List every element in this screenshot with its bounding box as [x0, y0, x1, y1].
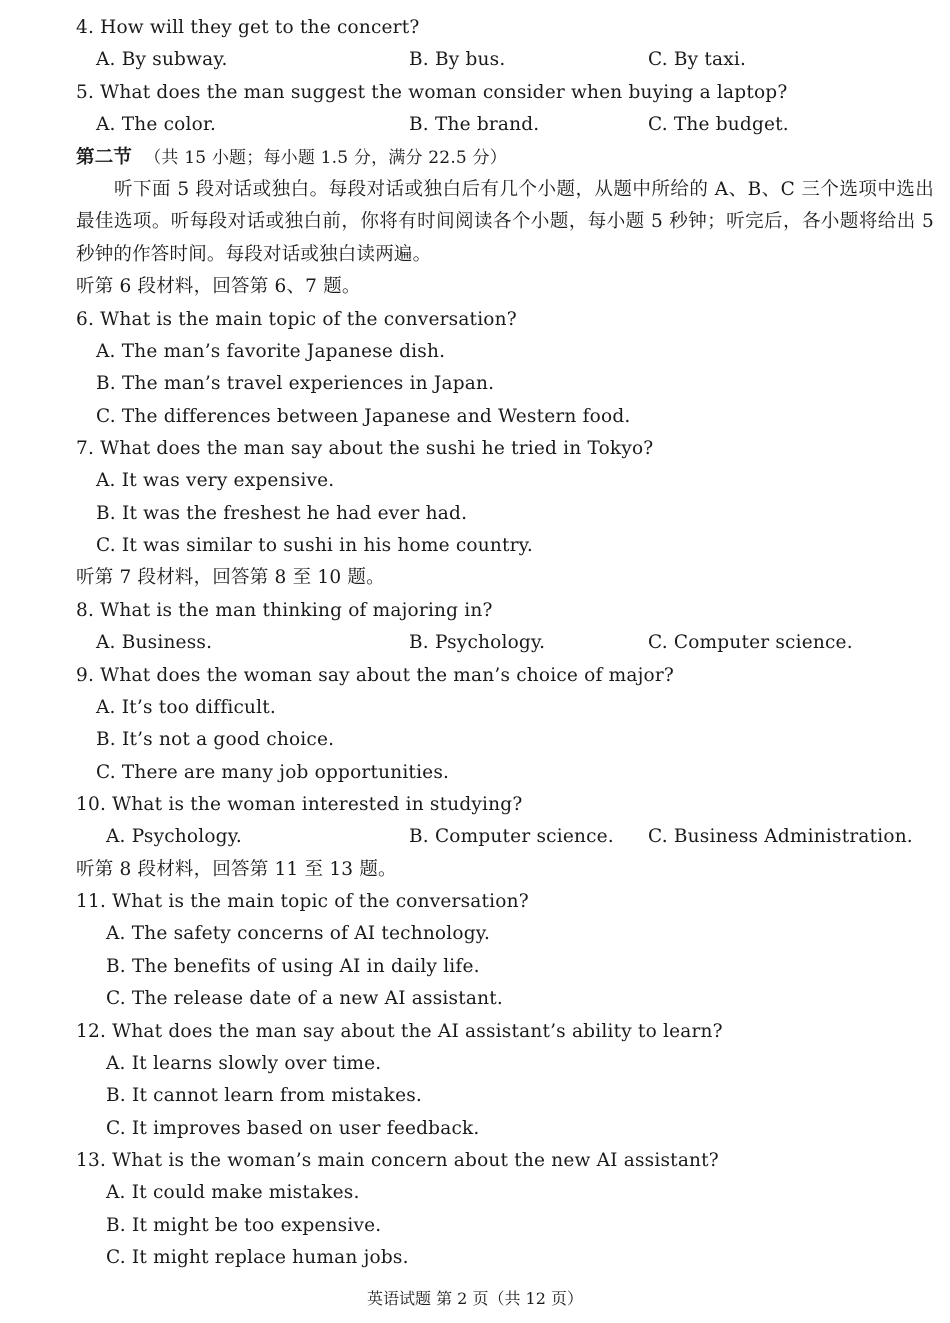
question-9-option-b: B. It’s not a good choice.	[96, 729, 335, 750]
question-7-option-c: C. It was similar to sushi in his home country.	[96, 535, 533, 556]
question-11-option-c: C. The release date of a new AI assistant.	[106, 988, 503, 1009]
question-7-stem: 7. What does the man say about the sushi he tried in Tokyo?	[76, 438, 654, 459]
question-7-option-b: B. It was the freshest he had ever had.	[96, 503, 468, 524]
question-11-option-b: B. The benefits of using AI in daily life.	[106, 956, 480, 977]
question-9-stem: 9. What does the woman say about the man’s choice of major?	[76, 665, 675, 686]
question-12-option-a: A. It learns slowly over time.	[106, 1053, 382, 1074]
question-13-stem: 13. What is the woman’s main concern about the new AI assistant?	[76, 1150, 719, 1171]
question-13-option-c: C. It might replace human jobs.	[106, 1247, 409, 1268]
section-2-instructions: 听下面 5 段对话或独白。每段对话或独白后有几个小题，从题中所给的 A、B、C 三个选项中选出最佳选项。听每段对话或独白前，你将有时间阅读各个小题，每小题 5 秒钟；听完后，各小题将给出 5 秒钟的作答时间。每段对话或独白读两遍。	[76, 179, 934, 265]
question-6-stem: 6. What is the main topic of the conversation?	[76, 309, 517, 330]
question-7-option-a: A. It was very expensive.	[96, 470, 335, 491]
section-2-heading	[76, 146, 507, 170]
material-8-intro: 听第 8 段材料，回答第 11 至 13 题。	[76, 859, 397, 880]
question-9-option-c: C. There are many job opportunities.	[96, 762, 450, 783]
question-11-option-a: A. The safety concerns of AI technology.	[106, 923, 491, 944]
question-4-option-a: A. By subway.	[96, 49, 228, 70]
question-10-option-b: B. Computer science.	[409, 826, 614, 847]
page-footer: 英语试题 第 2 页（共 12 页）	[367, 1289, 583, 1308]
question-6-option-a: A. The man’s favorite Japanese dish.	[96, 341, 446, 362]
question-9-option-a: A. It’s too difficult.	[96, 697, 276, 718]
question-6-option-c: C. The differences between Japanese and Western food.	[96, 406, 631, 427]
question-4-option-c: C. By taxi.	[648, 49, 747, 70]
question-4-option-b: B. By bus.	[409, 49, 506, 70]
question-10-option-c: C. Business Administration.	[648, 826, 913, 847]
question-12-option-b: B. It cannot learn from mistakes.	[106, 1085, 422, 1106]
question-13-option-b: B. It might be too expensive.	[106, 1215, 382, 1236]
question-5-option-c: C. The budget.	[648, 114, 789, 135]
question-11-stem: 11. What is the main topic of the conversation?	[76, 891, 529, 912]
question-10-option-a: A. Psychology.	[106, 826, 243, 847]
question-10-stem: 10. What is the woman interested in studying?	[76, 794, 523, 815]
material-6-intro: 听第 6 段材料，回答第 6、7 题。	[76, 276, 361, 297]
question-5-option-a: A. The color.	[96, 114, 217, 135]
question-12-option-c: C. It improves based on user feedback.	[106, 1118, 480, 1139]
question-6-option-b: B. The man’s travel experiences in Japan.	[96, 373, 495, 394]
question-8-option-b: B. Psychology.	[409, 632, 546, 653]
material-7-intro: 听第 7 段材料，回答第 8 至 10 题。	[76, 567, 385, 588]
section-2-note: （共 15 小题；每小题 1.5 分，满分 22.5 分）	[144, 148, 507, 168]
question-4-stem: 4. How will they get to the concert?	[76, 17, 420, 38]
question-12-stem: 12. What does the man say about the AI assistant’s ability to learn?	[76, 1021, 723, 1042]
question-5-stem: 5. What does the man suggest the woman consider when buying a laptop?	[76, 82, 788, 103]
section-2-title: 第二节	[76, 147, 133, 168]
question-5-option-b: B. The brand.	[409, 114, 540, 135]
question-13-option-a: A. It could make mistakes.	[106, 1182, 360, 1203]
question-8-stem: 8. What is the man thinking of majoring in?	[76, 600, 493, 621]
question-8-option-a: A. Business.	[96, 632, 213, 653]
question-8-option-c: C. Computer science.	[648, 632, 853, 653]
